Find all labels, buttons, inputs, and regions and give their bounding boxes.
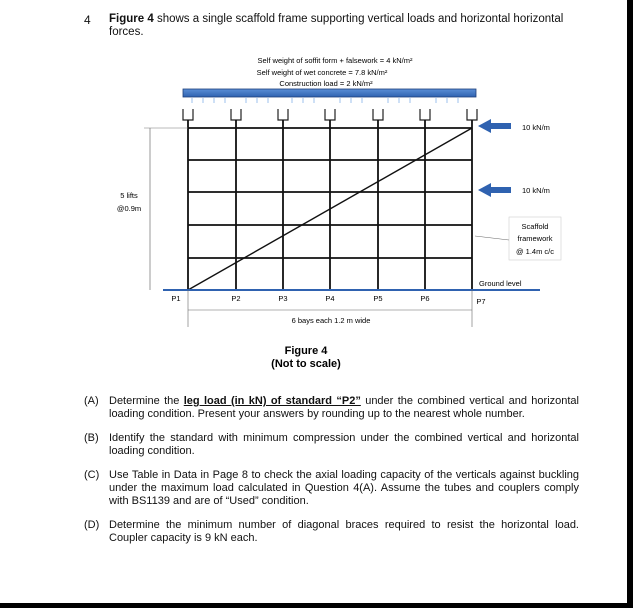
horizontal-load-arrow-1 — [478, 119, 511, 133]
page-edge-bottom — [0, 603, 633, 608]
question-parts — [84, 395, 579, 556]
part-b — [84, 432, 579, 458]
part-c-label: (C) — [84, 469, 100, 481]
part-b-label: (B) — [84, 432, 99, 444]
question-number: 4 — [84, 13, 91, 27]
load-label-concrete: Self weight of wet concrete = 7.8 kN/m² — [256, 68, 388, 77]
part-d-text: Determine the minimum number of diagonal braces required to resist the horizontal load. Coupler capacity is 9 kN each. — [109, 519, 579, 544]
part-c — [84, 469, 579, 508]
distributed-load-beam — [183, 89, 476, 103]
post-label-p6: P6 — [420, 294, 430, 303]
post-label-p2: P2 — [231, 294, 241, 303]
load-label-construction: Construction load = 2 kN/m² — [279, 79, 373, 88]
horizontal-load-arrow-2 — [478, 183, 511, 197]
lifts-label: 5 lifts — [120, 191, 138, 200]
figure-reference: Figure 4 — [109, 13, 154, 25]
post-label-p4: P4 — [325, 294, 335, 303]
load-label-formwork: Self weight of soffit form + falsework = 4 kN/m² — [257, 56, 413, 65]
part-a-text-pre: Determine the — [109, 395, 184, 407]
post-label-p1: P1 — [171, 294, 181, 303]
part-c-text: Use Table in Data in Page 8 to check the axial loading capacity of the verticals against buckling under the maximum load calculated in Question 4(A). Assume the tubes and couplers comply with BS1139 and are of “Used” condition. — [109, 469, 579, 507]
post-label-p7: P7 — [476, 297, 486, 306]
scaffold-leader-line — [475, 236, 509, 240]
part-b-text: Identify the standard with minimum compression under the combined vertical and horizontal loading condition. — [109, 432, 579, 457]
part-d-label: (D) — [84, 519, 100, 531]
scaffold-label-line2: framework — [517, 234, 553, 243]
question-intro-text: shows a single scaffold frame supporting vertical loads and horizontal horizontal forces. — [109, 13, 564, 38]
part-a-underlined: leg load (in kN) of standard “P2” — [183, 395, 361, 407]
bays-label: 6 bays each 1.2 m wide — [291, 316, 371, 325]
lifts-spacing: @0.9m — [116, 204, 142, 213]
figure-caption-title: Figure 4 — [284, 345, 328, 357]
scaffold-label-line1: Scaffold — [521, 222, 549, 231]
horizontal-load-label-2: 10 kN/m — [522, 186, 550, 195]
post-label-p5: P5 — [373, 294, 383, 303]
part-a-text-post: under the combined vertical and horizontal loading condition. Present your answers by rounding up to the nearest whole number. — [109, 395, 579, 420]
part-a — [84, 395, 579, 421]
part-d — [84, 519, 579, 545]
lifts-dimension — [144, 128, 188, 290]
scaffold-label-line3: @ 1.4m c/c — [515, 247, 555, 256]
part-a-text — [109, 395, 579, 421]
figure-caption-note: (Not to scale) — [271, 358, 341, 370]
u-head-jacks — [183, 109, 477, 120]
horizontal-load-label-1: 10 kN/m — [522, 123, 550, 132]
scaffold-frame — [188, 120, 472, 290]
post-label-p3: P3 — [278, 294, 288, 303]
part-a-label: (A) — [84, 395, 99, 407]
ground-level-label: Ground level — [479, 279, 522, 288]
